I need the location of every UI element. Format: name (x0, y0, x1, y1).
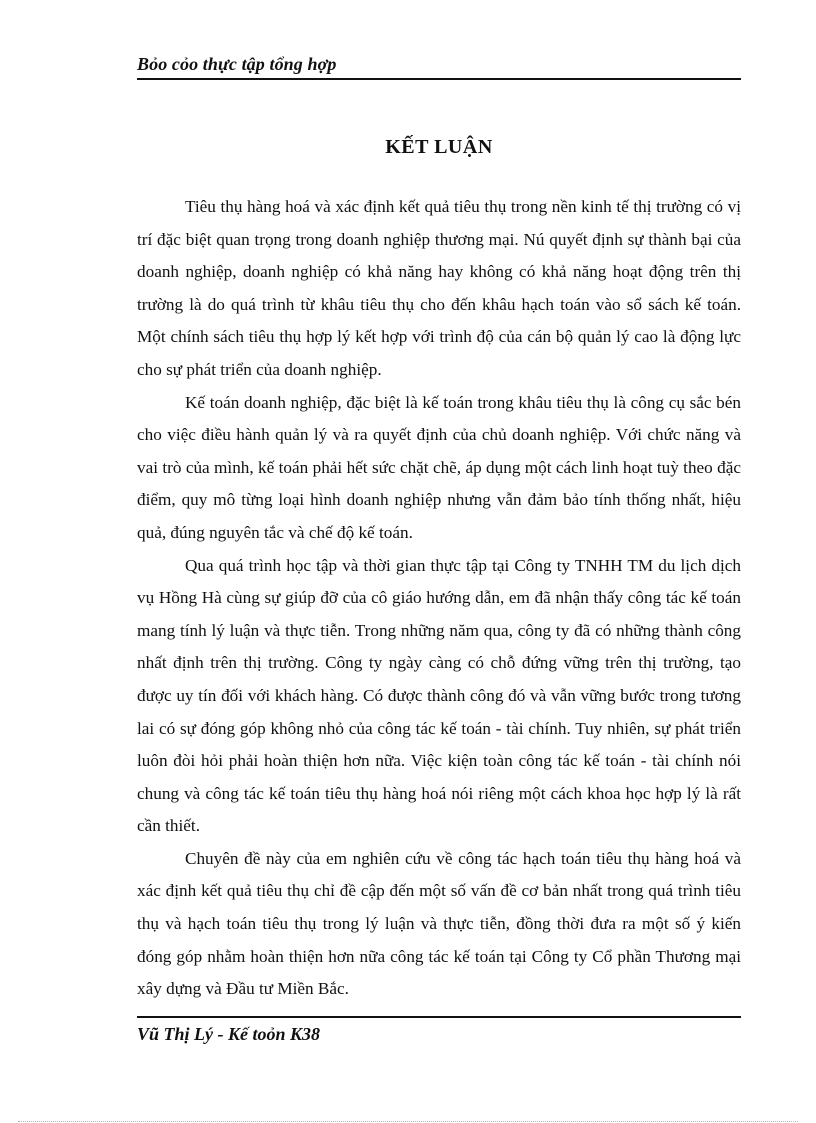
paragraph-4: Chuyên đề này của em nghiên cứu về công tác hạch toán tiêu thụ hàng hoá và xác định kết quả tiêu thụ chỉ đề cập đến một số vấn đề cơ bản nhất trong quá trình tiêu thụ và hạch toán tiêu thụ trong lý luận và thực tiễn, đồng thời đưa ra một số ý kiến đóng góp nhằm hoàn thiện hơn nữa công tác kế toán tại Công ty Cổ phần Thương mại xây dựng và Đầu tư Miền Bắc. (137, 848, 741, 999)
footer-author: Vũ Thị Lý - Kế toỏn K38 (137, 1024, 321, 1044)
paragraph-3: Qua quá trình học tập và thời gian thực tập tại Công ty TNHH TM du lịch dịch vụ Hồng Hà cùng sự giúp đỡ của cô giáo hướng dẫn, em đã nhận thấy công tác kế toán mang tính lý luận và thực tiễn. Trong những năm qua, công ty đã có những thành công nhất định trên thị trường. Công ty ngày càng có chỗ đứng vững trên thị trường, tạo được uy tín đối với khách hàng. Có được thành công đó và vẫn vững bước trong tương lai có sự đóng góp không nhỏ của công tác kế toán - tài chính. Tuy nhiên, sự phát triển luôn đòi hỏi phải hoàn thiện hơn nữa. Việc kiện toàn công tác kế toán - tài chính nói chung và công tác kế toán tiêu thụ hàng hoá nói riêng một cách khoa học hợp lý là rất cần thiết. (137, 555, 741, 836)
paragraph-1: Tiêu thụ hàng hoá và xác định kết quả tiêu thụ trong nền kinh tế thị trường có vị trí đặc biệt quan trọng trong doanh nghiệp thương mại. Nú quyết định sự thành bại của doanh nghiệp, doanh nghiệp có khả năng hay không có khả năng hoạt động trên thị trường là do quá trình từ khâu tiêu thụ cho đến khâu hạch toán vào sổ sách kế toán. Một chính sách tiêu thụ hợp lý kết hợp với trình độ của cán bộ quản lý cao là động lực cho sự phát triển của doanh nghiệp. (137, 197, 741, 379)
paragraph-2: Kế toán doanh nghiệp, đặc biệt là kế toán trong khâu tiêu thụ là công cụ sắc bén cho việc điều hành quản lý và ra quyết định của chủ doanh nghiệp. Với chức năng và vai trò của mình, kế toán phải hết sức chặt chẽ, áp dụng một cách linh hoạt tuỳ theo đặc điểm, quy mô từng loại hình doanh nghiệp nhưng vẫn đảm bảo tính thống nhất, hiệu quả, đúng nguyên tắc và chế độ kế toán. (137, 392, 741, 542)
section-heading: KẾT LUẬN (385, 136, 493, 158)
page-bottom-divider (18, 1121, 798, 1122)
page-header (137, 52, 741, 80)
body-text (137, 191, 741, 1006)
page-footer (137, 1016, 741, 1044)
header-title: Bỏo cỏo thực tập tổng hợp (137, 54, 337, 74)
